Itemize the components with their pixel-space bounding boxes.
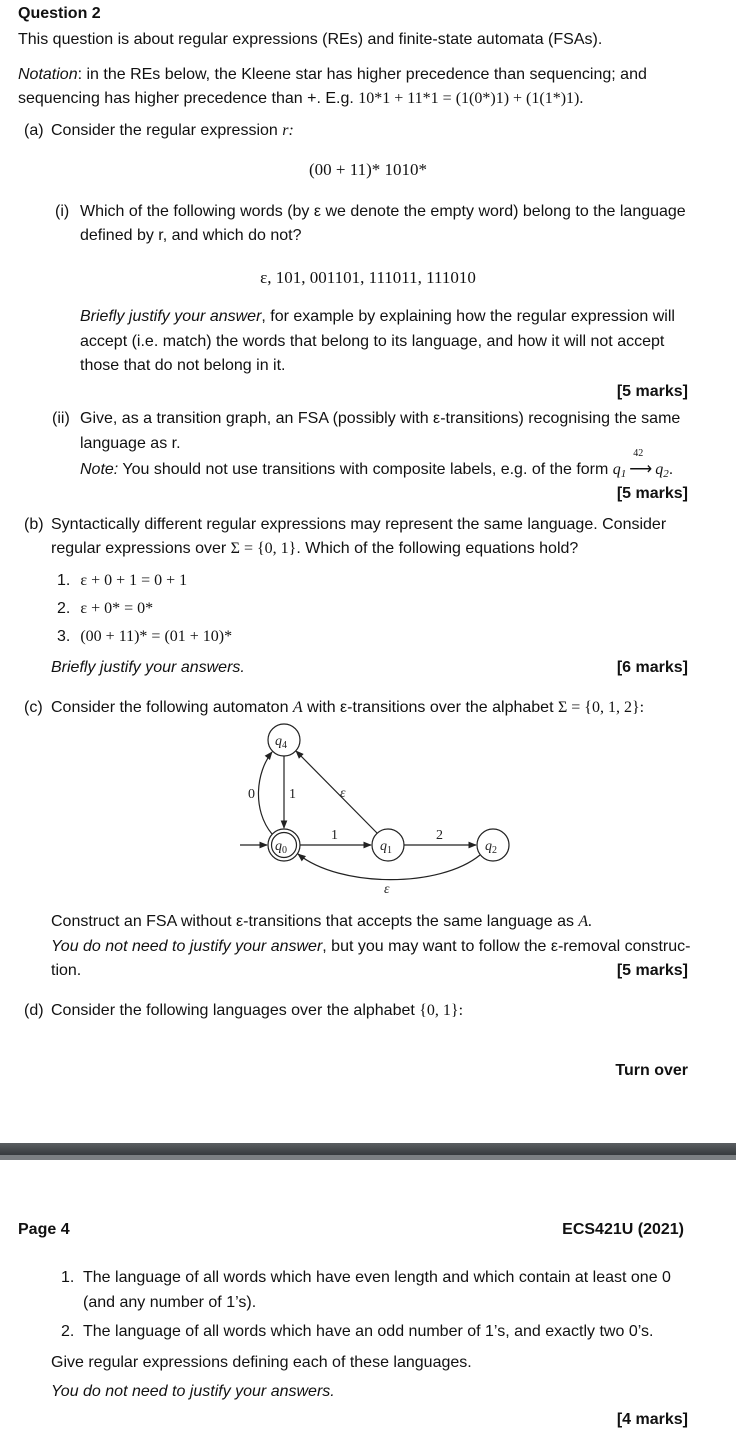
page-number: Page 4 xyxy=(18,1221,70,1238)
part-c-line1b: with ε-transitions over the alphabet xyxy=(302,699,558,716)
part-b-justify: Briefly justify your answers. xyxy=(51,659,245,676)
part-a-i-justify-line1 xyxy=(80,308,675,326)
part-c-hint-em: You do not need to justify your answer xyxy=(51,938,323,955)
part-d-item-2-line1: The language of all words which have an odd number of 1’s, and exactly two 0’s. xyxy=(83,1323,654,1340)
edge-label-q0-q1: 1 xyxy=(331,828,338,843)
part-d-marks: [4 marks] xyxy=(616,1411,688,1428)
part-c-hint-l1: , but you may want to follow the ε-removal construc- xyxy=(322,938,691,955)
part-c-line1 xyxy=(51,699,644,717)
part-b-item-3 xyxy=(57,628,232,646)
part-d-text: Consider the following languages over the alphabet xyxy=(51,1002,420,1019)
part-a-i-justify-em: Briefly justify your answer xyxy=(80,308,262,325)
part-a-line xyxy=(51,122,294,140)
automaton-diagram xyxy=(230,720,520,900)
edge-label-q1-q4: ε xyxy=(340,786,346,801)
edge-label-q2-q0: ε xyxy=(384,882,390,897)
part-a-text: Consider the regular expression xyxy=(51,122,283,139)
state-label-q1: $q_1$ xyxy=(380,839,392,856)
part-a-i-line2: defined by r, and which do not? xyxy=(80,227,302,244)
note-arrow-label: 42 xyxy=(633,448,644,459)
part-c-construct-text: Construct an FSA without ε-transitions that accepts the same language as xyxy=(51,913,579,930)
part-b-line2a: regular expressions over xyxy=(51,540,231,557)
part-a-var: r: xyxy=(282,122,294,139)
part-a-ii-marks: [5 marks] xyxy=(616,485,688,502)
part-c-construct-a: A. xyxy=(578,913,593,930)
part-a-i-justify-l1: , for example by explaining how the regular expression will xyxy=(261,308,675,325)
part-b-item-1-num: 1. xyxy=(57,572,71,589)
part-d-line xyxy=(51,1002,463,1020)
part-a-i-line1: Which of the following words (by ε we denote the empty word) belong to the language xyxy=(80,203,686,220)
part-b-line2 xyxy=(51,540,578,558)
part-a-ii-line1: Give, as a transition graph, an FSA (possibly with ε-transitions) recognising the same xyxy=(80,410,681,427)
part-a-i-justify-l3: those that do not belong in it. xyxy=(80,357,286,374)
notation-label: Notation xyxy=(18,66,78,83)
part-d-item-2-num: 2. xyxy=(61,1323,75,1340)
part-a-ii-note-em: Note: xyxy=(80,461,119,478)
note-end: . xyxy=(668,461,674,478)
state-label-q4: $q_4$ xyxy=(275,734,287,751)
part-d-label: (d) xyxy=(24,1002,44,1019)
notation-line2 xyxy=(18,90,583,108)
edge-label-q0-q4: 0 xyxy=(248,787,255,802)
part-a-i-words: ε, 101, 001101, 111011, 111010 xyxy=(260,268,476,287)
part-c-hint-l2: tion. xyxy=(51,962,82,979)
edge-label-q1-q2: 2 xyxy=(436,828,443,843)
part-c-line1a: Consider the following automaton xyxy=(51,699,293,716)
note-q2-sub: 2 xyxy=(663,468,669,480)
notation-text2: sequencing has higher precedence than +. E.g. xyxy=(18,90,359,107)
part-c-sigma: Σ = {0, 1, 2}: xyxy=(557,699,645,716)
part-b-marks: [6 marks] xyxy=(616,659,688,676)
note-q1 xyxy=(613,461,627,478)
part-c-label: (c) xyxy=(24,699,43,716)
part-a-regex: (00 + 11)* 1010* xyxy=(308,160,428,179)
part-c-hint-line1 xyxy=(51,938,690,956)
part-a-i-marks: [5 marks] xyxy=(616,383,688,400)
notation-example: 10*1 + 11*1 = (1(0*)1) + (1(1*)1). xyxy=(358,90,584,107)
question-title: Question 2 xyxy=(18,5,101,22)
part-d-no-justify: You do not need to justify your answers. xyxy=(51,1383,335,1400)
part-b-item-2-num: 2. xyxy=(57,600,71,617)
page-break-band xyxy=(0,1143,736,1160)
state-label-q2: $q_2$ xyxy=(485,839,497,856)
part-c-marks: [5 marks] xyxy=(616,962,688,979)
note-q2 xyxy=(655,461,669,478)
part-b-item-1-eq: ε + 0 + 1 = 0 + 1 xyxy=(80,572,188,589)
part-b-label: (b) xyxy=(24,516,44,533)
state-label-q0: $q_0$ xyxy=(275,839,287,856)
part-b-item-2-eq: ε + 0* = 0* xyxy=(80,600,154,617)
part-c-automaton-name: A xyxy=(292,699,303,716)
note-q1-sub: 1 xyxy=(620,468,627,480)
part-b-sigma: Σ = {0, 1} xyxy=(230,540,297,557)
part-a-i-justify-l2: accept (i.e. match) the words that belong to its language, and how it will not accept xyxy=(80,333,665,350)
part-c-construct xyxy=(51,913,592,931)
note-q2-base: q xyxy=(655,461,664,478)
notation-line1 xyxy=(18,66,647,84)
part-d-give: Give regular expressions defining each of these languages. xyxy=(51,1354,472,1371)
part-a-ii-note-text: You should not use transitions with composite labels, e.g. of the form xyxy=(118,461,613,478)
part-b-line1: Syntactically different regular expressions may represent the same language. Consider xyxy=(51,516,667,533)
part-b-item-3-eq: (00 + 11)* = (01 + 10)* xyxy=(80,628,233,645)
part-d-item-1-line1: The language of all words which have even length and which contain at least one 0 xyxy=(83,1269,671,1286)
edge-q1-q4 xyxy=(296,751,377,833)
part-a-ii-note xyxy=(80,448,674,480)
course-code: ECS421U (2021) xyxy=(562,1221,684,1238)
edge-q0-q4 xyxy=(258,752,272,834)
turn-over: Turn over xyxy=(615,1062,688,1079)
note-arrow xyxy=(629,448,653,479)
part-d-item-1-line2: (and any number of 1’s). xyxy=(83,1294,257,1311)
part-b-item-3-num: 3. xyxy=(57,628,71,645)
part-a-ii-line2: language as r. xyxy=(80,435,181,452)
notation-text1: : in the REs below, the Kleene star has higher precedence than sequencing; and xyxy=(77,66,647,83)
question-intro: This question is about regular expressions (REs) and finite-state automata (FSAs). xyxy=(18,31,603,48)
note-q1-base: q xyxy=(612,461,621,478)
part-a-i-label: (i) xyxy=(55,203,70,220)
part-b-line2b: . Which of the following equations hold? xyxy=(296,540,579,557)
part-a-label: (a) xyxy=(24,122,44,139)
edge-label-q4-q0: 1 xyxy=(289,787,296,802)
part-b-item-2 xyxy=(57,600,153,618)
note-arrow-glyph: ⟶ xyxy=(629,461,653,478)
part-a-ii-label: (ii) xyxy=(52,410,70,427)
part-d-item-1-num: 1. xyxy=(61,1269,75,1286)
part-d-alphabet: {0, 1}: xyxy=(419,1002,464,1019)
part-b-item-1 xyxy=(57,572,187,590)
